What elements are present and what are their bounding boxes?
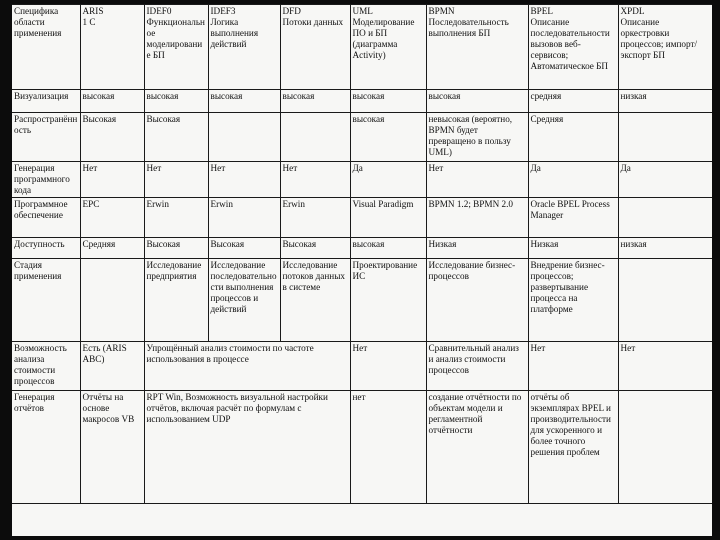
row-label: Визуализация (12, 90, 80, 113)
table-cell: высокая (80, 90, 144, 113)
table-cell (208, 113, 280, 162)
table-row (12, 342, 712, 391)
table-cell: Нет (144, 162, 208, 198)
table-cell: Erwin (208, 198, 280, 238)
table-cell: высокая (350, 90, 426, 113)
header-cell (144, 5, 208, 90)
table-cell: Исследование предприятия (144, 259, 208, 342)
document-page (12, 4, 712, 536)
table-cell: Да (528, 162, 618, 198)
table-cell (618, 198, 712, 238)
table-cell-merged: Упрощённый анализ стоимости по частоте использования в процессе (144, 342, 350, 391)
table-cell (280, 113, 350, 162)
table-cell: Сравнительный анализ и анализ стоимости процессов (426, 342, 528, 391)
table-cell: Высокая (144, 113, 208, 162)
table-cell-merged: RPT Win, Возможность визуальной настройки отчётов, включая расчёт по формулам с использованием UDP (144, 391, 350, 504)
table-row (12, 198, 712, 238)
table-cell: высокая (144, 90, 208, 113)
column-header: XPDL (620, 6, 645, 16)
table-row (12, 162, 712, 198)
table-cell: высокая (426, 90, 528, 113)
table-cell (618, 113, 712, 162)
table-cell: Исследование потоков данных в системе (280, 259, 350, 342)
table-cell: Нет (528, 342, 618, 391)
header-cell (350, 5, 426, 90)
header-row (12, 5, 712, 90)
table-cell: Проектирование ИС (350, 259, 426, 342)
row-label: Генерация программного кода (12, 162, 80, 198)
table-cell: Высокая (280, 238, 350, 259)
table-cell: Средняя (528, 113, 618, 162)
header-cell (12, 5, 80, 90)
table-cell (80, 259, 144, 342)
cell-text: Логика выполнения действий (210, 17, 259, 49)
column-header: BPMN (428, 6, 455, 16)
row-label: Возможность анализа стоимости процессов (12, 342, 80, 391)
table-cell: Средняя (80, 238, 144, 259)
column-header: IDEF3 (210, 6, 236, 16)
table-cell: Высокая (144, 238, 208, 259)
table-cell: высокая (280, 90, 350, 113)
table-cell (618, 259, 712, 342)
cell-text: Описание последовательности вызовов веб-сервисов; Автоматическое БП (530, 17, 610, 71)
row-label: Программное обеспечение (12, 198, 80, 238)
table-cell: Нет (426, 162, 528, 198)
table-cell: высокая (350, 113, 426, 162)
table-cell: нет (350, 391, 426, 504)
table-cell: Высокая (208, 238, 280, 259)
table-row (12, 113, 712, 162)
row-label: Распространённость (12, 113, 80, 162)
table-cell: низкая (618, 238, 712, 259)
header-cell (426, 5, 528, 90)
table-cell: BPMN 1.2; BPMN 2.0 (426, 198, 528, 238)
table-cell: Oracle BPEL Process Manager (528, 198, 618, 238)
table-cell: Низкая (528, 238, 618, 259)
header-cell (208, 5, 280, 90)
table-cell: Нет (80, 162, 144, 198)
table-cell: Erwin (280, 198, 350, 238)
row-label: Доступность (12, 238, 80, 259)
table-cell: EPC (80, 198, 144, 238)
table-row (12, 90, 712, 113)
table-cell: средняя (528, 90, 618, 113)
cell-text: 1 С (82, 17, 96, 27)
table-cell: низкая (618, 90, 712, 113)
table-cell: Исследование бизнес-процессов (426, 259, 528, 342)
row-label: Стадия применения (12, 259, 80, 342)
table-cell: Visual Paradigm (350, 198, 426, 238)
table-cell: Erwin (144, 198, 208, 238)
row-label: Генерация отчётов (12, 391, 80, 504)
table-cell: Низкая (426, 238, 528, 259)
cell-text: Потоки данных (282, 17, 344, 27)
cell-text: Моделирование ПО и БП (диаграмма Activity) (352, 17, 415, 60)
header-cell (528, 5, 618, 90)
table-cell: создание отчётности по объектам модели и регламентной отчётности (426, 391, 528, 504)
table-cell: высокая (350, 238, 426, 259)
table-cell: Нет (618, 342, 712, 391)
table-cell: Высокая (80, 113, 144, 162)
header-cell (280, 5, 350, 90)
column-header: DFD (282, 6, 301, 16)
table-cell: Внедрение бизнес-процессов; развертывание процесса на платформе (528, 259, 618, 342)
table-row (12, 391, 712, 504)
table-cell (618, 391, 712, 504)
cell-text: Специфика области применения (14, 6, 62, 38)
column-header: BPEL (530, 6, 553, 16)
column-header: ARIS (82, 6, 104, 16)
table-cell: Нет (280, 162, 350, 198)
column-header: UML (352, 6, 373, 16)
table-row (12, 259, 712, 342)
cell-text: Функциональное моделирование БП (146, 17, 205, 60)
header-cell (80, 5, 144, 90)
cell-text: Последовательность выполнения БП (428, 17, 509, 38)
table-cell: Отчёты на основе макросов VB (80, 391, 144, 504)
table-cell: Нет (350, 342, 426, 391)
table-cell: Исследование последовательности выполнения процессов и действий (208, 259, 280, 342)
cell-text: Описание оркестровки процессов; импорт/ экспорт БП (620, 17, 698, 60)
table-cell: Нет (208, 162, 280, 198)
table-cell: Да (350, 162, 426, 198)
comparison-table (12, 4, 712, 504)
table-cell: невысокая (вероятно, BPMN будет превращено в пользу UML) (426, 113, 528, 162)
table-cell: Да (618, 162, 712, 198)
table-cell: Есть (ARIS ABC) (80, 342, 144, 391)
column-header: IDEF0 (146, 6, 172, 16)
header-cell (618, 5, 712, 90)
table-cell: отчёты об экземплярах BPEL и производительности для ускоренного и более точного решения проблем (528, 391, 618, 504)
table-row (12, 238, 712, 259)
table-cell: высокая (208, 90, 280, 113)
